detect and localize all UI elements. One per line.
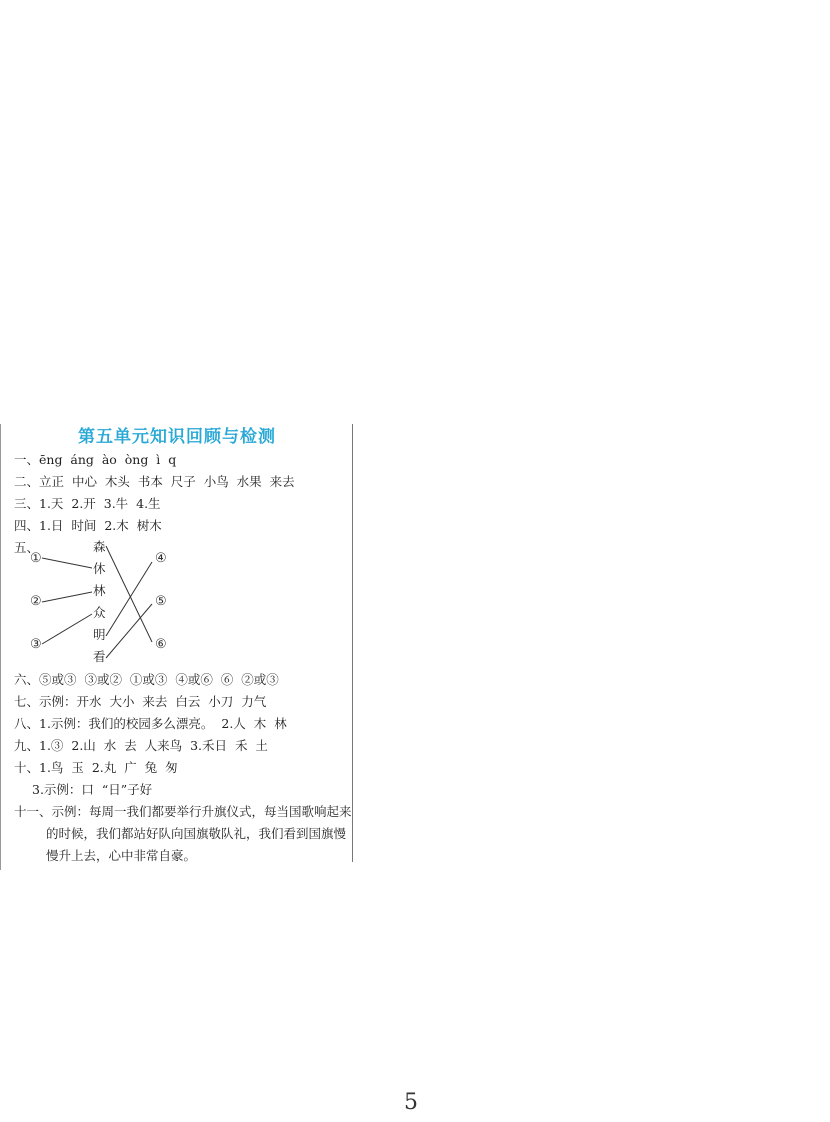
answer-line-12: 十一、示例：每周一我们都要举行升旗仪式，每当国歌响起来 [14,804,352,819]
left-circle-number: ② [30,594,42,609]
answer-line-6: 六、⑤或③ ③或② ①或③ ④或⑥ ⑥ ②或③ [14,672,279,687]
match-word: 森 [93,539,106,554]
answer-line-1: 一、ēng áng ào òng ì q [14,452,177,467]
match-word: 看 [93,649,106,664]
match-word: 明 [93,627,106,642]
answer-line-8: 八、1.示例：我们的校园多么漂亮。 2.人 木 林 [14,716,287,731]
right-circle-number: ⑥ [155,637,167,652]
left-circle-number: ③ [30,637,42,652]
right-circle-number: ④ [155,551,167,566]
left-circle-number: ① [30,551,42,566]
answer-line-3: 三、1.天 2.开 3.牛 4.生 [14,496,161,511]
section-title: 第五单元知识回顾与检测 [78,427,276,447]
match-word: 休 [93,561,106,576]
match-word: 众 [93,605,106,620]
answer-line-2: 二、立正 中心 木头 书本 尺子 小鸟 水果 来去 [14,474,295,489]
right-circle-number: ⑤ [155,594,167,609]
answer-line-5-label: 五、 [14,540,40,555]
answer-line-13: 的时候，我们都站好队向国旗敬队礼，我们看到国旗慢 [46,826,347,841]
answer-line-7: 七、示例：开水 大小 来去 白云 小刀 力气 [14,694,267,709]
answer-line-4: 四、1.日 时间 2.木 树木 [14,518,162,533]
answer-line-14: 慢升上去，心中非常自豪。 [46,848,197,863]
page-number: 5 [404,1090,418,1115]
answer-line-9: 九、1.③ 2.山 水 去 人来鸟 3.禾日 禾 土 [14,738,268,753]
answer-line-11: 3.示例：口 “日”子好 [32,782,153,797]
answer-line-10: 十、1.鸟 玉 2.丸 广 兔 匆 [14,760,178,775]
column-divider [352,424,353,862]
match-word: 林 [93,583,106,598]
